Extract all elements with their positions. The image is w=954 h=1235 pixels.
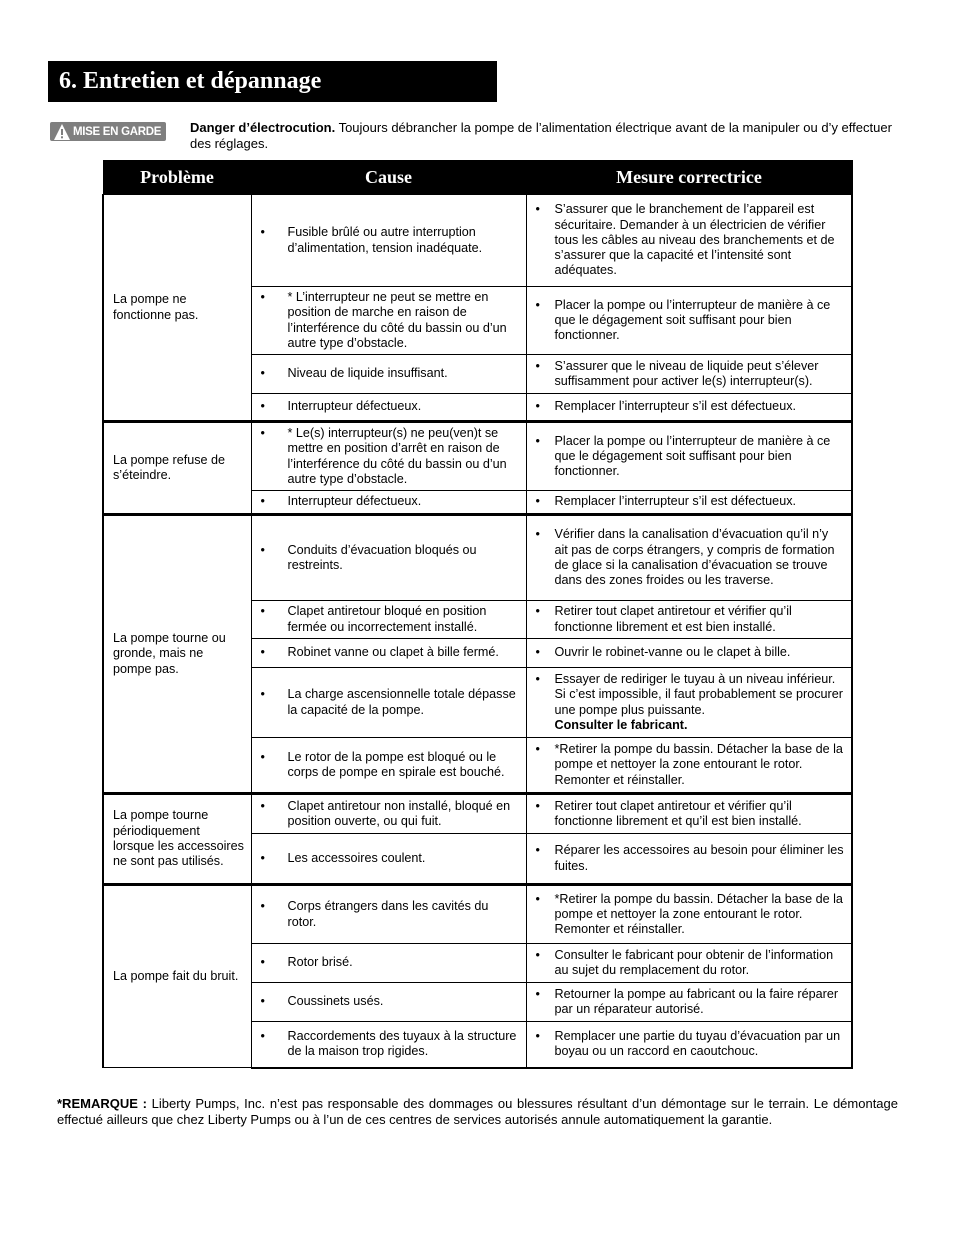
- cause-cell: [251, 794, 526, 834]
- cause-text: • Interrupteur défectueux.: [252, 399, 526, 414]
- fix-cell: [526, 491, 852, 515]
- cause-text: • Fusible brûlé ou autre interruption d’alimentation, tension inadéquate.: [252, 225, 526, 256]
- cause-text: • Coussinets usés.: [252, 994, 526, 1009]
- fix-text: • Placer la pompe ou l’interrupteur de manière à ce que le dégagement soit suffisant pour bien fonctionner.: [527, 434, 852, 480]
- cause-cell: [251, 834, 526, 885]
- fix-cell: [526, 195, 852, 287]
- fix-text: • Vérifier dans la canalisation d’évacuation qu’il n’y ait pas de corps étrangers, y compris de formation de glace si la canalisation d’évacuation se trouve dans des zones froides ou les traverse.: [527, 527, 852, 588]
- fix-text: • Consulter le fabricant pour obtenir de l’information au sujet du remplacement du rotor.: [527, 948, 852, 979]
- fix-text: • Retirer tout clapet antiretour et vérifier qu’il fonctionne librement et est bien installé.: [527, 604, 852, 635]
- problem-cell: La pompe tourne périodiquement lorsque les accessoires ne sont pas utilisés.: [103, 794, 251, 885]
- cause-cell: [251, 491, 526, 515]
- fix-text: • Retourner la pompe au fabricant ou la faire réparer par un réparateur autorisé.: [527, 987, 852, 1018]
- fix-text: • S’assurer que le niveau de liquide peut s’élever suffisamment pour activer le(s) interrupteur(s).: [527, 359, 852, 390]
- fix-text: • Ouvrir le robinet-vanne ou le clapet à bille.: [527, 645, 852, 660]
- fix-cell: [526, 668, 852, 738]
- fix-cell: [526, 944, 852, 983]
- table-row: [103, 885, 852, 944]
- warning-badge-label: MISE EN GARDE: [73, 125, 162, 138]
- table-row: [103, 794, 852, 834]
- fix-cell: [526, 738, 852, 794]
- fix-cell: [526, 1022, 852, 1068]
- fix-cell: [526, 885, 852, 944]
- cause-cell: [251, 394, 526, 422]
- footnote-label: *REMARQUE :: [57, 1096, 147, 1111]
- fix-cell: [526, 834, 852, 885]
- table-row: [103, 515, 852, 601]
- header-fix: Mesure correctrice: [526, 161, 852, 195]
- cause-text: • Clapet antiretour non installé, bloqué en position ouverte, ou qui fuit.: [252, 799, 526, 830]
- cause-text: • Les accessoires coulent.: [252, 851, 526, 866]
- cause-cell: [251, 944, 526, 983]
- cause-text: • * Le(s) interrupteur(s) ne peu(ven)t se mettre en position d’arrêt en raison de l’interférence du côté du bassin ou d’un autre type d’obstacle.: [252, 426, 526, 487]
- cause-text: • Le rotor de la pompe est bloqué ou le corps de pompe en spirale est bouché.: [252, 750, 526, 781]
- table-header-row: [103, 161, 852, 195]
- fix-cell: [526, 394, 852, 422]
- warning-text: [190, 120, 898, 152]
- fix-cell: [526, 639, 852, 668]
- cause-text: • Raccordements des tuyaux à la structure de la maison trop rigides.: [252, 1029, 526, 1060]
- table-row: [103, 195, 852, 287]
- table-row: [103, 422, 852, 491]
- cause-text: • Clapet antiretour bloqué en position fermée ou incorrectement installé.: [252, 604, 526, 635]
- cause-cell: [251, 639, 526, 668]
- footnote: [57, 1096, 898, 1128]
- warning-triangle-icon: [53, 123, 71, 141]
- fix-text: • Remplacer une partie du tuyau d’évacuation par un boyau ou un raccord en caoutchouc.: [527, 1029, 852, 1060]
- fix-text: • Remplacer l’interrupteur s’il est défectueux.: [527, 399, 852, 414]
- cause-text: • La charge ascensionnelle totale dépasse la capacité de la pompe.: [252, 687, 526, 718]
- problem-cell: La pompe ne fonctionne pas.: [103, 195, 251, 422]
- cause-cell: [251, 601, 526, 639]
- problem-cell: La pompe fait du bruit.: [103, 885, 251, 1068]
- cause-cell: [251, 885, 526, 944]
- fix-cell: [526, 794, 852, 834]
- cause-text: • Niveau de liquide insuffisant.: [252, 366, 526, 381]
- fix-cell: [526, 422, 852, 491]
- cause-text: • * L’interrupteur ne peut se mettre en position de marche en raison de l’interférence du côté du bassin ou d’un autre type d’obstacle.: [252, 290, 526, 351]
- cause-text: • Conduits d’évacuation bloqués ou restreints.: [252, 543, 526, 574]
- fix-text: • *Retirer la pompe du bassin. Détacher la base de la pompe et nettoyer la zone entourant le rotor. Remonter et réinstaller.: [527, 742, 852, 788]
- fix-cell: [526, 355, 852, 394]
- fix-text: • *Retirer la pompe du bassin. Détacher la base de la pompe et nettoyer la zone entourant le rotor. Remonter et réinstaller.: [527, 892, 852, 938]
- warning-body: Toujours débrancher la pompe de l’alimentation électrique avant de la manipuler ou d’y effectuer des réglages.: [190, 120, 892, 151]
- cause-text: • Robinet vanne ou clapet à bille fermé.: [252, 645, 526, 660]
- fix-text: • Placer la pompe ou l’interrupteur de manière à ce que le dégagement soit suffisant pour bien fonctionner.: [527, 298, 852, 344]
- cause-text: • Rotor brisé.: [252, 955, 526, 970]
- fix-text-wrap: [527, 672, 852, 733]
- fix-cell: [526, 601, 852, 639]
- problem-cell: La pompe refuse de s’éteindre.: [103, 422, 251, 515]
- fix-text: Essayer de rediriger le tuyau à un niveau inférieur. Si c’est impossible, il faut probablement se procurer une pompe plus puissante.: [554, 671, 843, 717]
- cause-cell: [251, 983, 526, 1022]
- fix-text: • Retirer tout clapet antiretour et vérifier qu’il fonctionne librement et qu’il est bien installé.: [527, 799, 852, 830]
- footnote-text: Liberty Pumps, Inc. n’est pas responsable des dommages ou blessures résultant d’un démontage sur le terrain. Le démontage effectué ailleurs que chez Liberty Pumps ou à l’un de ces centres de services autorisés annule automatiquement la garantie.: [57, 1096, 898, 1127]
- cause-cell: [251, 738, 526, 794]
- troubleshooting-table: [102, 160, 853, 1069]
- cause-cell: [251, 355, 526, 394]
- fix-text: • Remplacer l’interrupteur s’il est défectueux.: [527, 494, 852, 509]
- cause-text: • Corps étrangers dans les cavités du rotor.: [252, 899, 526, 930]
- cause-cell: [251, 668, 526, 738]
- cause-cell: [251, 422, 526, 491]
- cause-cell: [251, 195, 526, 287]
- fix-text-bold: Consulter le fabricant.: [554, 717, 688, 732]
- fix-cell: [526, 287, 852, 355]
- fix-cell: [526, 515, 852, 601]
- warning-bold: Danger d’électrocution.: [190, 120, 336, 135]
- header-cause: Cause: [251, 161, 526, 195]
- fix-cell: [526, 983, 852, 1022]
- cause-cell: [251, 515, 526, 601]
- cause-text: • Interrupteur défectueux.: [252, 494, 526, 509]
- header-problem: Problème: [103, 161, 251, 195]
- fix-text: • Réparer les accessoires au besoin pour éliminer les fuites.: [527, 843, 852, 874]
- cause-cell: [251, 1022, 526, 1068]
- cause-cell: [251, 287, 526, 355]
- warning-badge: [50, 122, 166, 141]
- fix-text: • S’assurer que le branchement de l’appareil est sécuritaire. Demander à un électricien de vérifier tous les câbles au niveau des branchements et de s’assurer que la capacité et l’intensité sont adéquates.: [527, 202, 852, 278]
- section-title: 6. Entretien et dépannage: [48, 61, 497, 102]
- problem-cell: La pompe tourne ou gronde, mais ne pompe pas.: [103, 515, 251, 794]
